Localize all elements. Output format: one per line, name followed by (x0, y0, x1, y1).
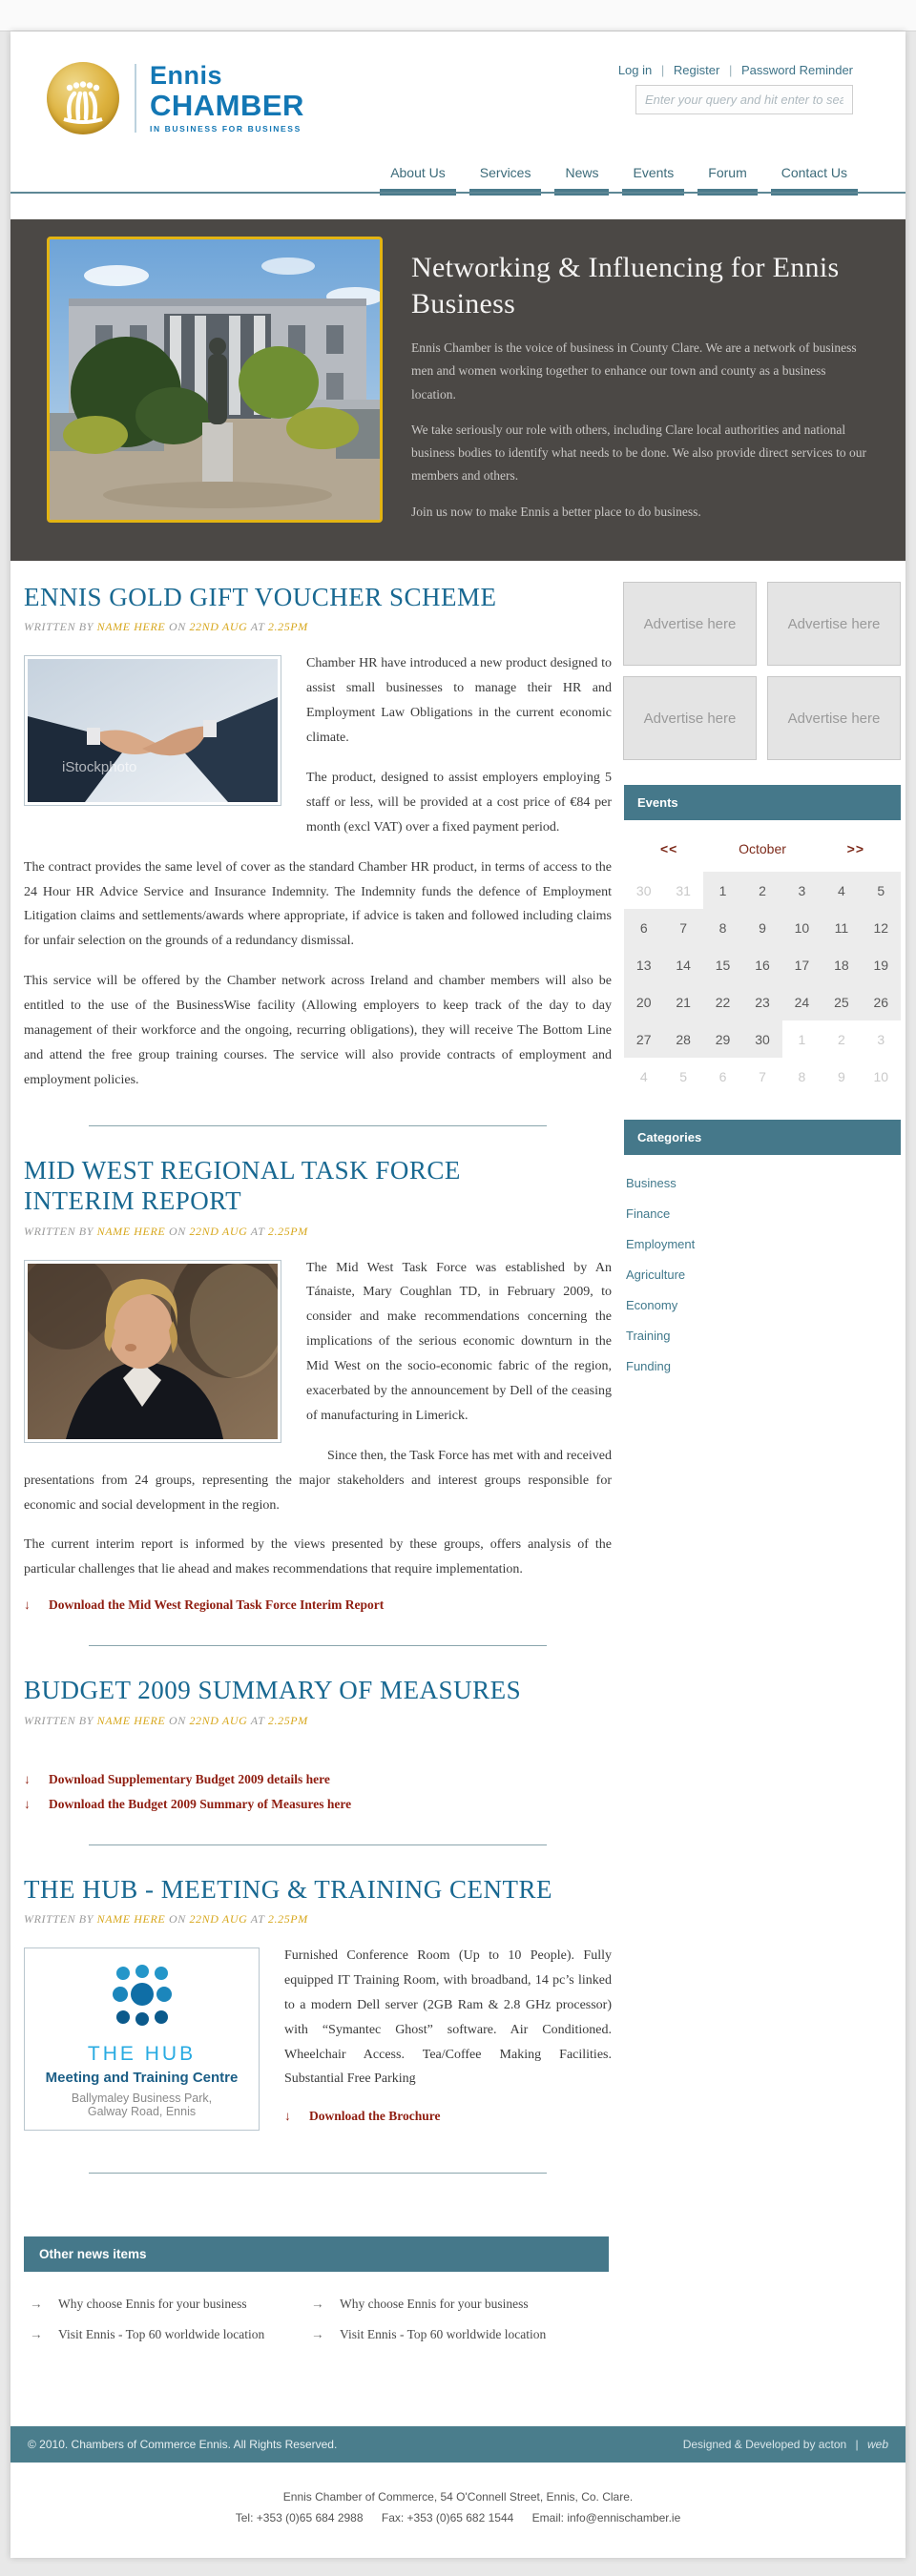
calendar-prev-button[interactable]: << (660, 841, 678, 857)
byline-prefix: WRITTEN BY (24, 620, 94, 634)
news-column (30, 2297, 311, 2358)
calendar-day[interactable]: 12 (862, 909, 901, 946)
news-link[interactable]: → Why choose Ennis for your business (30, 2296, 247, 2311)
calendar-day: 8 (782, 1058, 822, 1095)
right-arrow-icon: → (311, 2326, 324, 2341)
other-news-links (24, 2272, 906, 2358)
calendar-day[interactable]: 21 (663, 983, 702, 1020)
byline-at: AT (250, 1713, 265, 1727)
calendar-day: 6 (703, 1058, 742, 1095)
calendar-day[interactable]: 2 (742, 872, 781, 909)
nav-item-news[interactable]: News (554, 165, 609, 194)
site-header (10, 31, 906, 194)
article-media (24, 651, 612, 855)
calendar-day[interactable]: 20 (624, 983, 663, 1020)
footer-address (10, 2463, 906, 2557)
download-arrow-icon: ↓ (284, 2109, 291, 2124)
courthouse-photo (47, 237, 383, 523)
hub-logo-subtitle: Meeting and Training Centre (45, 2069, 239, 2086)
category-link-economy[interactable]: Economy (626, 1298, 678, 1313)
byline-author[interactable]: NAME HERE (96, 620, 166, 634)
advertise-slot[interactable]: Advertise here (623, 582, 757, 666)
auth-separator: | (728, 63, 733, 77)
article-paragraph: The product, designed to assist employers employing 5 staff or less, will be provided at a cost price of €84 per month (excl VAT) over a fixed payment period. (306, 771, 612, 835)
news-link[interactable]: → Visit Ennis - Top 60 worldwide location (311, 2326, 547, 2341)
logo-name-top: Ennis (150, 61, 223, 91)
footer-tel: Tel: +353 (0)65 684 2988 (235, 2510, 364, 2524)
login-link[interactable]: Log in (617, 63, 653, 77)
article-paragraph: The contract provides the same level of cover as the standard Chamber HR product, in terms of access to the 24 Hour HR Advice Service and Insurance Indemnity. The Indemnity funds the defence of Employment Litigation claims and settlements/awards where appropriate, if advice is taken and followed including claims for unfair selection on the grounds of a redundancy dismissal. (24, 859, 612, 949)
article-title: ENNIS GOLD GIFT VOUCHER SCHEME (24, 583, 497, 612)
article-title: MID WEST REGIONAL TASK FORCE INTERIM REPORT (24, 1155, 461, 1216)
byline-at: AT (250, 620, 265, 634)
nav-item-services[interactable]: Services (469, 165, 542, 194)
byline-prefix: WRITTEN BY (24, 1224, 94, 1238)
minister-photo (24, 1260, 281, 1443)
byline-on: ON (168, 1713, 186, 1727)
byline-date: 22ND AUG (189, 1911, 248, 1926)
article-paragraph: The current interim report is informed by the views presented by these groups, offers analysis of the particular challenges that lie ahead and makes recommendations that require implementation. (24, 1537, 612, 1577)
byline-date: 22ND AUG (189, 620, 248, 634)
download-arrow-icon: ↓ (24, 1597, 31, 1613)
category-link-employment[interactable]: Employment (626, 1237, 696, 1252)
photo-watermark: iStockphoto (62, 759, 137, 776)
footer-credit[interactable] (683, 2438, 888, 2451)
calendar-day[interactable]: 1 (703, 872, 742, 909)
calendar-next-button[interactable]: >> (846, 841, 864, 857)
calendar-day[interactable]: 15 (703, 946, 742, 983)
address-line: Ennis Chamber of Commerce, 54 O'Connell Street, Ennis, Co. Clare. (282, 2489, 634, 2504)
category-link-training[interactable]: Training (626, 1329, 671, 1344)
byline-date: 22ND AUG (189, 1713, 248, 1727)
footer-credit-web: web (866, 2437, 888, 2451)
calendar-day[interactable]: 8 (703, 909, 742, 946)
calendar-grid (624, 872, 901, 1095)
section-divider (89, 1645, 547, 1646)
calendar-day[interactable]: 5 (862, 872, 901, 909)
calendar-day[interactable]: 17 (782, 946, 822, 983)
byline-time: 2.25PM (267, 1911, 308, 1926)
calendar-day[interactable]: 14 (663, 946, 702, 983)
calendar-day[interactable]: 27 (624, 1020, 663, 1058)
calendar-day: 3 (862, 1020, 901, 1058)
download-arrow-icon: ↓ (24, 1771, 31, 1786)
byline-at: AT (250, 1224, 265, 1238)
categories-header: Categories (624, 1120, 901, 1155)
download-label: Download the Mid West Regional Task Force Interim Report (49, 1597, 385, 1613)
category-link-agriculture[interactable]: Agriculture (626, 1267, 686, 1283)
download-label: Download the Budget 2009 Summary of Measures here (49, 1796, 352, 1811)
calendar-day: 9 (822, 1058, 861, 1095)
calendar-day[interactable]: 25 (822, 983, 861, 1020)
byline-date: 22ND AUG (189, 1224, 248, 1238)
sidebar (624, 582, 901, 1399)
byline-prefix: WRITTEN BY (24, 1911, 94, 1926)
nav-item-events[interactable]: Events (622, 165, 684, 194)
news-column (311, 2297, 593, 2358)
other-news-header: Other news items (24, 2236, 609, 2272)
articles-column (10, 582, 612, 2202)
byline-time: 2.25PM (267, 620, 308, 634)
calendar-day: 31 (663, 872, 702, 909)
categories-list (624, 1155, 901, 1399)
calendar-day[interactable]: 4 (822, 872, 861, 909)
download-link-budget-summary[interactable] (24, 1797, 612, 1812)
category-link-funding[interactable]: Funding (626, 1359, 671, 1374)
other-news-section (24, 2236, 906, 2358)
hero-paragraph: Ennis Chamber is the voice of business in County Clare. We are a network of business men and women working together to enhance our town and county as a business location. (411, 340, 857, 402)
page-container (10, 31, 906, 2558)
byline-author[interactable]: NAME HERE (96, 1224, 166, 1238)
password-reminder-link[interactable]: Password Reminder (740, 63, 853, 77)
calendar-day: 2 (822, 1020, 861, 1058)
calendar-day[interactable]: 16 (742, 946, 781, 983)
footer-credit-separator: | (855, 2437, 859, 2451)
article-byline (24, 1225, 612, 1239)
site-logo[interactable] (47, 62, 304, 134)
logo-text (150, 63, 304, 134)
calendar-day[interactable]: 6 (624, 909, 663, 946)
hero-title: Networking & Influencing for Ennis Business (411, 252, 840, 319)
article-hub (24, 1874, 612, 2174)
byline-author[interactable]: NAME HERE (96, 1713, 166, 1727)
byline-on: ON (168, 1911, 186, 1926)
advertise-slot[interactable]: Advertise here (767, 676, 901, 760)
download-label: Download Supplementary Budget 2009 details here (49, 1771, 330, 1786)
category-link-finance[interactable]: Finance (626, 1206, 671, 1222)
auth-links (618, 63, 853, 77)
footer-email[interactable]: Email: info@ennischamber.ie (531, 2510, 681, 2524)
calendar-day[interactable]: 24 (782, 983, 822, 1020)
logo-name-bottom: CHAMBER (150, 89, 304, 123)
article-paragraph: Since then, the Task Force has met with and received presentations from 24 groups, representing the major stakeholders and interest groups responsible for economic and social development in the region. (24, 1448, 612, 1513)
calendar-month-label: October (739, 841, 786, 857)
handshake-photo (24, 655, 281, 806)
footer-copyright: © 2010. Chambers of Commerce Ennis. All Rights Reserved. (28, 2437, 338, 2451)
article-paragraph: Furnished Conference Room (Up to 10 People). Fully equipped IT Training Room, with broadband, 14 pc’s linked to a modern Dell server (2GB Ram & 2.8 GHz processor) with “Symantec Ghost” software. Air Conditioned. Wheelchair Access. Tea/Coffee Making Facilities. Substantial Free Parking (284, 1947, 612, 2087)
section-divider (89, 2173, 547, 2174)
calendar-day[interactable]: 23 (742, 983, 781, 1020)
calendar-day[interactable]: 28 (663, 1020, 702, 1058)
download-link-budget-supplementary[interactable] (24, 1772, 612, 1787)
article-byline (24, 1714, 612, 1728)
byline-time: 2.25PM (267, 1713, 308, 1727)
calendar-nav (624, 820, 901, 872)
right-arrow-icon: → (311, 2296, 324, 2311)
calendar-day: 30 (624, 872, 663, 909)
section-divider (89, 1125, 547, 1126)
footer-credit-text: Designed & Developed by acton (682, 2437, 847, 2451)
footer-fax: Fax: +353 (0)65 682 1544 (381, 2510, 514, 2524)
article-voucher (24, 582, 612, 1126)
calendar-day: 5 (663, 1058, 702, 1095)
section-divider (89, 1844, 547, 1845)
byline-author[interactable]: NAME HERE (96, 1911, 166, 1926)
hero-text (411, 250, 867, 524)
calendar-day[interactable]: 9 (742, 909, 781, 946)
right-arrow-icon: → (30, 2296, 43, 2311)
article-byline (24, 620, 612, 634)
calendar-day: 10 (862, 1058, 901, 1095)
calendar-day[interactable]: 26 (862, 983, 901, 1020)
hub-logo-title: THE HUB (87, 2042, 197, 2065)
article-taskforce (24, 1155, 612, 1646)
chamber-crown-icon (47, 62, 119, 134)
hub-logo (24, 1947, 260, 2131)
advertise-slot[interactable]: Advertise here (623, 676, 757, 760)
calendar-day[interactable]: 11 (822, 909, 861, 946)
footer-bar (10, 2426, 906, 2463)
article-paragraph: Chamber HR have introduced a new product designed to assist small businesses to manage their HR and Employment Law Obligations in the current economic climate. (306, 656, 612, 746)
calendar-day[interactable]: 19 (862, 946, 901, 983)
events-header: Events (624, 785, 901, 820)
hub-logo-address2: Galway Road, Ennis (87, 2104, 197, 2118)
hero-paragraph: We take seriously our role with others, including Clare local authorities and national business bodies to identify what needs to be done. We also provide direct services to our members and others. (411, 422, 867, 484)
search-input[interactable] (635, 85, 853, 114)
calendar-day[interactable]: 10 (782, 909, 822, 946)
download-arrow-icon: ↓ (24, 1796, 31, 1811)
news-link[interactable]: → Visit Ennis - Top 60 worldwide location (30, 2326, 265, 2341)
calendar-day[interactable]: 29 (703, 1020, 742, 1058)
register-link[interactable]: Register (673, 63, 720, 77)
hub-logo-address1: Ballymaley Business Park, (71, 2091, 213, 2105)
byline-on: ON (168, 1224, 186, 1238)
hero-paragraph: Join us now to make Ennis a better place to do business. (411, 504, 701, 519)
byline-prefix: WRITTEN BY (24, 1713, 94, 1727)
byline-on: ON (168, 620, 186, 634)
article-title: THE HUB - MEETING & TRAINING CENTRE (24, 1874, 552, 1904)
nav-item-forum[interactable]: Forum (697, 165, 757, 194)
calendar-day[interactable]: 3 (782, 872, 822, 909)
advertise-slot[interactable]: Advertise here (767, 582, 901, 666)
main-nav (366, 165, 858, 194)
calendar-day[interactable]: 13 (624, 946, 663, 983)
article-paragraph: This service will be offered by the Chamber network across Ireland and chamber members will also be entitled to the use of the BusinessWise facility (Allowing employers to keep track of the day to day management of their workforce and the ongoing, recurring obligations), they will receive The Bottom Line and attend the free group training courses. The service will also provide contracts of employment and employment policies. (24, 974, 612, 1087)
top-strip (0, 0, 916, 31)
calendar-day: 7 (742, 1058, 781, 1095)
logo-divider (135, 64, 136, 133)
main-content (10, 561, 906, 2202)
article-paragraph: The Mid West Task Force was established by An Tánaiste, Mary Coughlan TD, in February 2009, to consider and make recommendations concerning the implications of the serious economic downturn in the Mid West on the socio-economic fabric of the region, exacerbated by the announcement by Dell of the ceasing of manufacturing in Limerick. (306, 1260, 612, 1423)
article-media (24, 1256, 612, 1534)
right-arrow-icon: → (30, 2326, 43, 2341)
hero-banner (10, 219, 906, 561)
search-box (635, 85, 853, 114)
article-media (24, 1944, 612, 2140)
byline-at: AT (250, 1911, 265, 1926)
hub-dots-icon (85, 1962, 199, 2032)
calendar-day: 1 (782, 1020, 822, 1058)
download-label: Download the Brochure (309, 2109, 441, 2124)
logo-tagline: IN BUSINESS FOR BUSINESS (150, 124, 302, 134)
auth-separator: | (660, 63, 665, 77)
category-link-business[interactable]: Business (626, 1176, 677, 1191)
byline-time: 2.25PM (267, 1224, 308, 1238)
nav-item-about-us[interactable]: About Us (380, 165, 456, 194)
calendar-day[interactable]: 18 (822, 946, 861, 983)
download-link-taskforce[interactable] (24, 1597, 612, 1613)
nav-item-contact-us[interactable]: Contact Us (771, 165, 858, 194)
news-link[interactable]: → Why choose Ennis for your business (311, 2296, 529, 2311)
article-byline (24, 1912, 612, 1927)
article-budget (24, 1675, 612, 1844)
calendar-day[interactable]: 7 (663, 909, 702, 946)
contact-line (10, 2508, 906, 2529)
ad-grid (624, 582, 901, 760)
article-title: BUDGET 2009 SUMMARY OF MEASURES (24, 1676, 522, 1705)
calendar-day[interactable]: 22 (703, 983, 742, 1020)
calendar-day[interactable]: 30 (742, 1020, 781, 1058)
calendar-day: 4 (624, 1058, 663, 1095)
